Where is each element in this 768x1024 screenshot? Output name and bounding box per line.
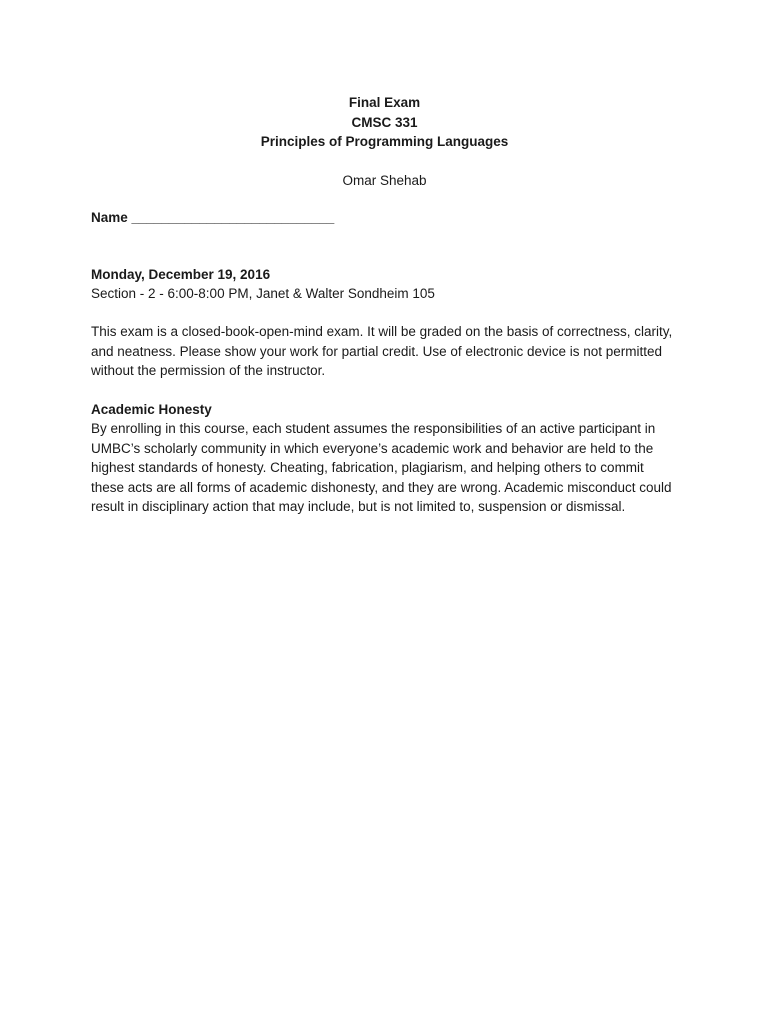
author-name: Omar Shehab bbox=[342, 172, 427, 188]
student-name-field: Name ___________________________ bbox=[91, 209, 335, 225]
course-code: CMSC 331 bbox=[351, 114, 418, 130]
section-info: Section - 2 - 6:00-8:00 PM, Janet & Walter Sondheim 105 bbox=[91, 285, 435, 301]
academic-honesty-heading: Academic Honesty bbox=[91, 401, 212, 417]
exam-instructions: This exam is a closed-book-open-mind exam. It will be graded on the basis of correctness, clarity, and neatness. Please show your work for partial credit. Use of electronic device is not permitted without the permission of the instructor. bbox=[91, 324, 673, 378]
academic-honesty-body: By enrolling in this course, each student assumes the responsibilities of an active participant in UMBC’s scholarly community in which everyone’s academic work and behavior are held to the highest standards of honesty. Cheating, fabrication, plagiarism, and helping others to commit these acts are all forms of academic dishonesty, and they are wrong. Academic misconduct could result in disciplinary action that may include, but is not limited to, suspension or dismissal. bbox=[91, 421, 672, 514]
exam-date: Monday, December 19, 2016 bbox=[91, 266, 271, 282]
exam-title: Final Exam bbox=[348, 95, 421, 110]
document-header bbox=[91, 93, 678, 152]
course-name: Principles of Programming Languages bbox=[260, 134, 509, 149]
